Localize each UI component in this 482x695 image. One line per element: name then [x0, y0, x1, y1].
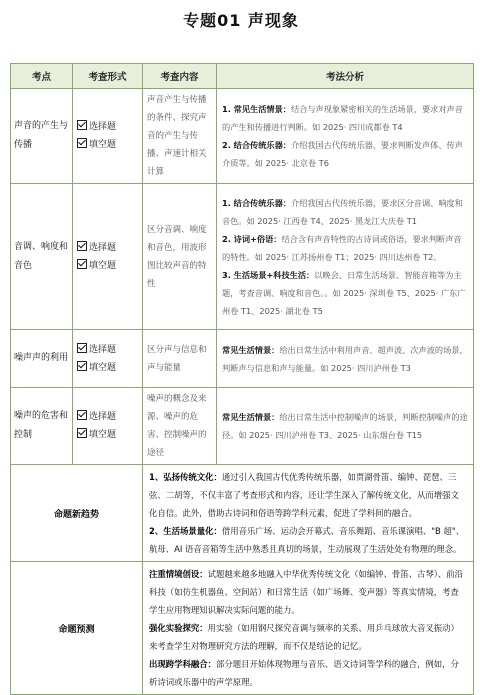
trend-item: 1、弘扬传统文化：通过引入我国古代优秀传统乐器，如贾湖骨笛、编钟、琵琶、三弦、二胡等，不仅丰富了考查形式和内容，还让学生深入了解传统文化，从而增强文化自信。此外，借助古诗词和俗语等跨学科元素，促进了学科间的融合。 — [149, 472, 459, 518]
checkbox-checked-icon — [77, 120, 87, 130]
fill-option: 填空题 — [77, 359, 142, 377]
forecast-label: 命题预测 — [11, 562, 143, 695]
fill-option: 填空题 — [77, 257, 142, 275]
analysis-cell — [217, 388, 474, 465]
header-form: 考查形式 — [73, 64, 143, 89]
checkbox-checked-icon — [77, 361, 87, 371]
kaodian-cell: 噪声的危害和控制 — [11, 388, 73, 465]
analysis-cell — [217, 89, 474, 184]
forecast-item: 出现跨学科融合：部分题目开始体现物理与音乐、语文诗词等学科的融合，例如，分析诗词或乐器中的声学原理。 — [149, 659, 459, 687]
analysis-item: 1. 结合传统乐器：介绍我国古代传统乐器，要求区分音调、响度和音色。如 2025· 江西卷 T4、2025· 黑龙江大庆卷 T1 — [222, 197, 463, 226]
forecast-item: 注重情境创设：试题越来越多地融入中华优秀传统文化（如编钟、骨笛、古琴）、前沿科技（如仿生机器鱼、空间站）和日常生活（如广场舞、变声器）等真实情境，考查学生应用物理知识解决实际问题的能力。 — [149, 569, 464, 615]
kaodian-cell: 音调、响度和音色 — [11, 184, 73, 330]
kaodian-cell: 声音的产生与传播 — [11, 89, 73, 184]
form-cell — [73, 388, 143, 465]
analysis-item: 2. 诗词+俗语：结合含有声音特性的古诗词或俗语，要求判断声音的特性。如 2025· 江苏扬州卷 T1；2025· 四川达州卷 T2。 — [222, 233, 462, 262]
analysis-item: 2. 结合传统乐器：介绍我国古代传统乐器，要求判断发声体、传声介质等。如 2025· 北京卷 T6 — [222, 140, 463, 168]
trend-row — [11, 465, 474, 562]
form-cell — [73, 330, 143, 388]
checkbox-checked-icon — [77, 343, 87, 353]
choice-option: 选择题 — [77, 118, 142, 136]
kaodian-cell: 噪声声的利用 — [11, 330, 73, 388]
content-cell: 声音产生与传播的条件、探究声音的产生与传播、声速计相关计算 — [143, 89, 217, 184]
forecast-item: 强化实验探究：用实验（如用钢尺探究音调与频率的关系、用乒乓球放大音叉振动）来考查学生对物理研究方法的理解，而不仅是结论的记忆。 — [149, 623, 459, 651]
analysis-cell — [217, 330, 474, 388]
content-cell: 区分音调、响度和音色，用波形图比较声音的特性 — [143, 184, 217, 330]
checkbox-checked-icon — [77, 259, 87, 269]
forecast-row — [11, 562, 474, 695]
content-cell: 噪声的概念及来源、噪声的危害、控制噪声的途径 — [143, 388, 217, 465]
content-cell: 区分声与信息和声与能量 — [143, 330, 217, 388]
checkbox-checked-icon — [77, 428, 87, 438]
trend-label: 命题新趋势 — [11, 465, 143, 562]
forecast-content — [143, 562, 474, 695]
header-content: 考查内容 — [143, 64, 217, 89]
analysis-item: 1. 常见生活情景：结合与声现象紧密相关的生活场景，要求对声音的产生和传播进行判断。如 2025· 四川成都卷 T4 — [222, 104, 463, 132]
analysis-cell — [217, 184, 474, 330]
table-row — [11, 89, 474, 184]
trend-content — [143, 465, 474, 562]
table-row — [11, 388, 474, 465]
choice-option: 选择题 — [77, 239, 142, 257]
analysis-item: 常见生活情景：给出日常生活中控制噪声的场景，判断控制噪声的途径。如 2025· 四川泸州卷 T3、2025· 山东烟台卷 T15 — [222, 412, 468, 440]
trend-item: 2、生活场景量化：借用音乐广场、运动会开幕式、音乐舞蹈、音乐课演唱、"B 超"、航母、AI 语音音箱等生活中熟悉且真切的场景，生动展现了生活处处有物理的理念。 — [149, 526, 465, 554]
table-row — [11, 330, 474, 388]
page-title: 专题01 声现象 — [183, 11, 299, 30]
choice-option: 选择题 — [77, 341, 142, 359]
checkbox-checked-icon — [77, 410, 87, 420]
choice-option: 选择题 — [77, 408, 142, 426]
checkbox-checked-icon — [77, 138, 87, 148]
table-header-row — [11, 64, 474, 89]
analysis-item: 3. 生活场景+科技生活：以晚会、日常生活场景、智能音箱等为主题，考查音调、响度和音色。。如 2025· 深圳卷 T5、2025· 广东广州卷 T1、2025· 湖北卷 T5 — [222, 269, 466, 316]
header-analysis: 考法分析 — [217, 64, 474, 89]
header-kaodian: 考点 — [11, 64, 73, 89]
form-cell — [73, 184, 143, 330]
analysis-item: 常见生活情景：给出日常生活中利用声音、超声波、次声波的场景，判断声与信息和声与能量。如 2025· 四川泸州卷 T3 — [222, 344, 468, 373]
fill-option: 填空题 — [77, 426, 142, 444]
checkbox-checked-icon — [77, 241, 87, 251]
table-row — [11, 184, 474, 330]
fill-option: 填空题 — [77, 136, 142, 154]
form-cell — [73, 89, 143, 184]
exam-analysis-table — [10, 63, 474, 695]
